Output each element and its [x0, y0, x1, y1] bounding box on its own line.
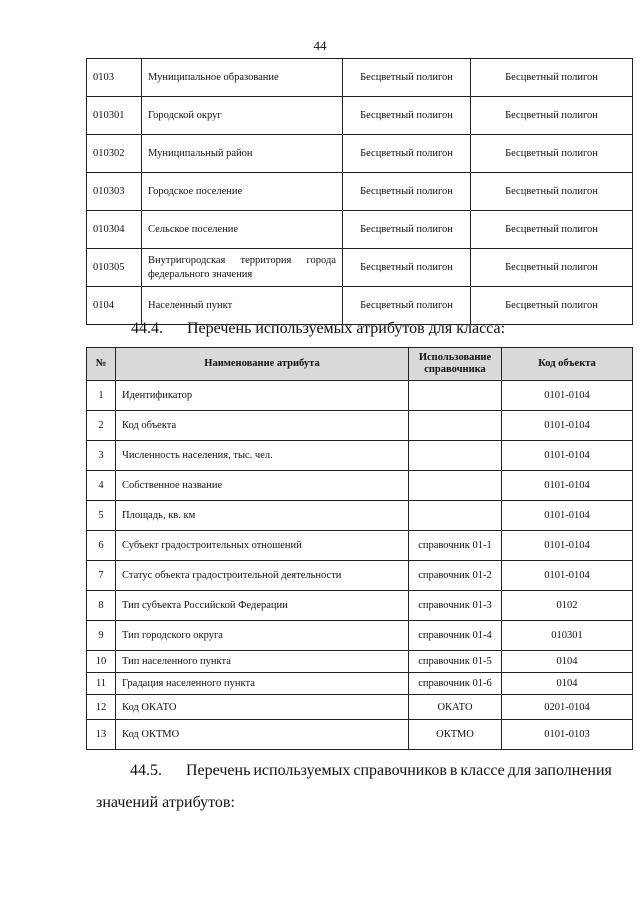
cell-num: 10 — [87, 651, 116, 673]
cell-ref: справочник 01-5 — [409, 651, 502, 673]
cell-name: Муниципальный район — [142, 135, 343, 173]
cell-name: Населенный пункт — [142, 287, 343, 325]
table-row — [87, 411, 633, 441]
cell-name: Статус объекта градостроительной деятельности — [116, 561, 409, 591]
cell-name: Код объекта — [116, 411, 409, 441]
cell-ref: ОКТМО — [409, 720, 502, 750]
cell-code: 0101-0104 — [502, 411, 633, 441]
cell-num: 4 — [87, 471, 116, 501]
header-attribute-name: Наименование атрибута — [116, 348, 409, 381]
cell-c3: Бесцветный полигон — [343, 287, 471, 325]
cell-c4: Бесцветный полигон — [471, 59, 633, 97]
table-row — [87, 441, 633, 471]
object-codes-table — [86, 58, 633, 325]
cell-name: Численность населения, тыс. чел. — [116, 441, 409, 471]
word: для — [507, 762, 532, 779]
cell-num: 7 — [87, 561, 116, 591]
cell-c4: Бесцветный полигон — [471, 249, 633, 287]
word: в — [449, 762, 458, 779]
table-row — [87, 673, 633, 695]
table-row — [87, 621, 633, 651]
table-row — [87, 531, 633, 561]
table-row — [87, 135, 633, 173]
cell-ref: справочник 01-4 — [409, 621, 502, 651]
cell-name: Площадь, кв. км — [116, 501, 409, 531]
cell-num: 8 — [87, 591, 116, 621]
cell-code: 0101-0103 — [502, 720, 633, 750]
cell-num: 2 — [87, 411, 116, 441]
header-object-code: Код объекта — [502, 348, 633, 381]
cell-ref — [409, 411, 502, 441]
cell-c4: Бесцветный полигон — [471, 135, 633, 173]
cell-code: 0104 — [87, 287, 142, 325]
table-row — [87, 59, 633, 97]
cell-name: Городской округ — [142, 97, 343, 135]
cell-ref: справочник 01-6 — [409, 673, 502, 695]
cell-name: Субъект градостроительных отношений — [116, 531, 409, 561]
cell-name: Идентификатор — [116, 381, 409, 411]
cell-name: Тип населенного пункта — [116, 651, 409, 673]
word: классе — [460, 762, 505, 779]
cell-c3: Бесцветный полигон — [343, 59, 471, 97]
cell-name: Сельское поселение — [142, 211, 343, 249]
section-title-line2: значений атрибутов: — [96, 794, 235, 811]
page-number: 44 — [313, 38, 327, 53]
section-heading-44-5 — [96, 755, 612, 819]
section-number: 44.5. — [130, 762, 162, 779]
cell-name: Внутригородская территория города федерального значения — [142, 249, 343, 287]
cell-code: 010302 — [87, 135, 142, 173]
cell-c4: Бесцветный полигон — [471, 97, 633, 135]
word: справочников — [353, 762, 447, 779]
cell-c4: Бесцветный полигон — [471, 173, 633, 211]
cell-code: 0101-0104 — [502, 381, 633, 411]
table-row — [87, 211, 633, 249]
cell-num: 9 — [87, 621, 116, 651]
table-row — [87, 97, 633, 135]
table-row — [87, 249, 633, 287]
section-title: Перечень используемых атрибутов для класса: — [187, 320, 506, 337]
cell-num: 13 — [87, 720, 116, 750]
cell-ref: справочник 01-3 — [409, 591, 502, 621]
cell-code: 0201-0104 — [502, 695, 633, 720]
cell-num: 5 — [87, 501, 116, 531]
section-heading-44-4 — [131, 320, 505, 338]
table-row — [87, 651, 633, 673]
cell-ref — [409, 471, 502, 501]
section-title-line1 — [186, 755, 612, 787]
word: используемых — [253, 762, 351, 779]
cell-code: 0103 — [87, 59, 142, 97]
header-num: № — [87, 348, 116, 381]
cell-c3: Бесцветный полигон — [343, 249, 471, 287]
cell-code: 0104 — [502, 651, 633, 673]
cell-code: 010301 — [502, 621, 633, 651]
cell-ref — [409, 441, 502, 471]
cell-c3: Бесцветный полигон — [343, 173, 471, 211]
cell-code: 0101-0104 — [502, 501, 633, 531]
cell-name: Градация населенного пункта — [116, 673, 409, 695]
cell-name: Муниципальное образование — [142, 59, 343, 97]
word: Перечень — [186, 762, 251, 779]
table-row — [87, 501, 633, 531]
table-row — [87, 173, 633, 211]
cell-name: Код ОКТМО — [116, 720, 409, 750]
cell-code: 0101-0104 — [502, 561, 633, 591]
table-row — [87, 695, 633, 720]
section-number: 44.4. — [131, 320, 163, 337]
cell-num: 12 — [87, 695, 116, 720]
cell-c3: Бесцветный полигон — [343, 211, 471, 249]
cell-name: Собственное название — [116, 471, 409, 501]
cell-ref: справочник 01-2 — [409, 561, 502, 591]
cell-name: Тип городского округа — [116, 621, 409, 651]
cell-ref — [409, 381, 502, 411]
cell-c4: Бесцветный полигон — [471, 211, 633, 249]
cell-code: 0102 — [502, 591, 633, 621]
cell-code: 0104 — [502, 673, 633, 695]
cell-c3: Бесцветный полигон — [343, 97, 471, 135]
cell-c3: Бесцветный полигон — [343, 135, 471, 173]
cell-num: 6 — [87, 531, 116, 561]
cell-num: 11 — [87, 673, 116, 695]
word: заполнения — [534, 762, 612, 779]
cell-code: 010301 — [87, 97, 142, 135]
cell-num: 1 — [87, 381, 116, 411]
cell-name: Код ОКАТО — [116, 695, 409, 720]
cell-code: 0101-0104 — [502, 441, 633, 471]
cell-c4: Бесцветный полигон — [471, 287, 633, 325]
header-reference-usage: Использование справочника — [409, 348, 502, 381]
table-row — [87, 591, 633, 621]
table-row — [87, 287, 633, 325]
table-row — [87, 720, 633, 750]
cell-code: 0101-0104 — [502, 531, 633, 561]
cell-ref — [409, 501, 502, 531]
cell-code: 0101-0104 — [502, 471, 633, 501]
table-row — [87, 561, 633, 591]
cell-num: 3 — [87, 441, 116, 471]
cell-name: Тип субъекта Российской Федерации — [116, 591, 409, 621]
cell-code: 010305 — [87, 249, 142, 287]
cell-ref: ОКАТО — [409, 695, 502, 720]
attributes-table — [86, 347, 633, 750]
cell-ref: справочник 01-1 — [409, 531, 502, 561]
table-row — [87, 471, 633, 501]
cell-code: 010303 — [87, 173, 142, 211]
cell-code: 010304 — [87, 211, 142, 249]
table-row — [87, 381, 633, 411]
table-header-row — [87, 348, 633, 381]
cell-name: Городское поселение — [142, 173, 343, 211]
